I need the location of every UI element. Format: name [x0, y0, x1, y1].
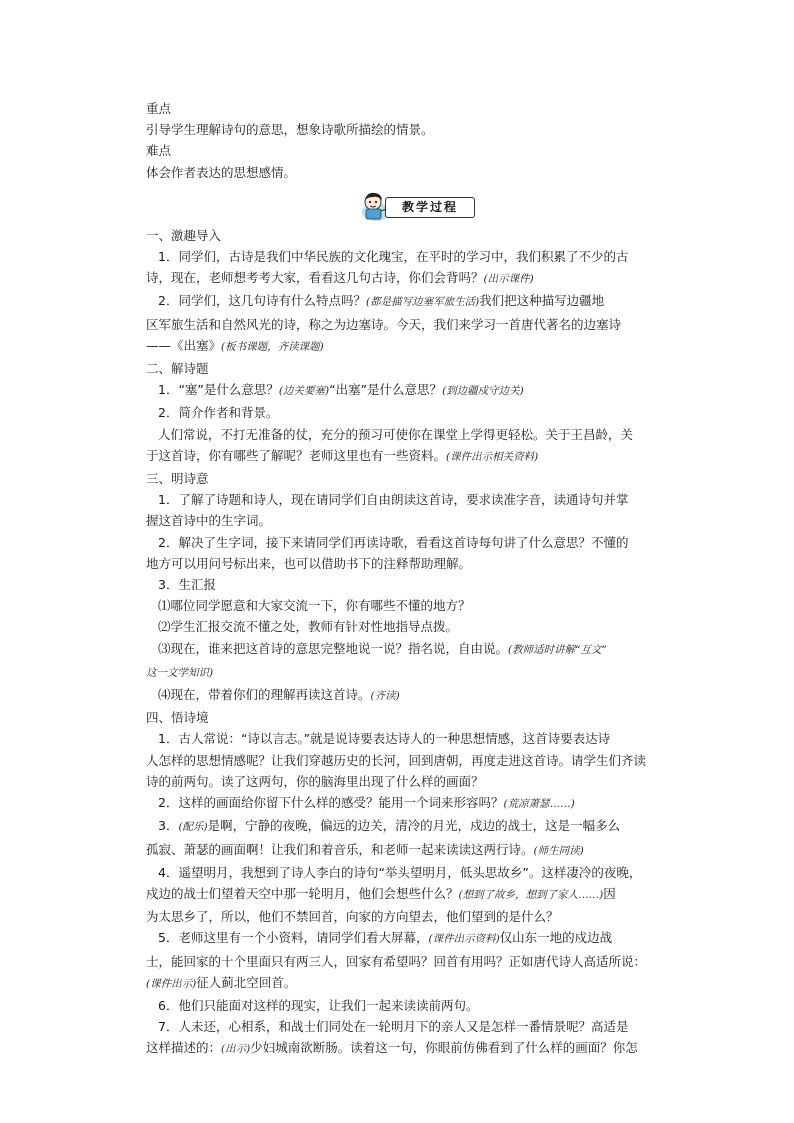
paragraph-line: 地方可以用问号标出来，也可以借助书下的注释帮助理解。 — [146, 555, 472, 571]
paragraph-line: 2．简介作者和背景。 — [158, 405, 279, 421]
paragraph-line: ——《出塞》(板书课题，齐读课题) — [146, 337, 324, 353]
annotation: (配乐) — [178, 821, 208, 834]
annotation: (到边疆戍守边关) — [442, 385, 524, 398]
banner-title: 教学过程 — [385, 197, 475, 218]
paragraph-line: (课件出示)征人蓟北空回首。 — [146, 974, 297, 990]
paragraph-line: 士，能回家的十个里面只有两三人，回家有希望吗？回首有用吗？正如唐代诗人高适所说： — [146, 953, 647, 969]
paragraph-line: 为太思乡了，所以，他们不禁回首，向家的方向望去，他们望到的是什么？ — [146, 909, 559, 925]
paragraph-line: ⑷现在，带着你们的理解再读这首诗。(齐读) — [158, 687, 400, 703]
paragraph-line: 2．解决了生字词，接下来请同学们再读诗歌，看看这首诗每句讲了什么意思？不懂的 — [158, 534, 629, 550]
annotation: (课件出示相关资料) — [446, 450, 539, 463]
paragraph-line: 握这首诗中的生字词。 — [146, 513, 272, 529]
section-label-key-point: 重点 — [146, 101, 172, 116]
paragraph-line: 1．同学们，古诗是我们中华民族的文化瑰宝，在平时的学习中，我们积累了不少的古 — [158, 249, 629, 265]
paragraph-line: 1．了解了诗题和诗人，现在请同学们自由朗读这首诗，要求读准字音，读通诗句并掌 — [158, 492, 629, 508]
key-point-text: 引导学生理解诗句的意思，想象诗歌所描绘的情景。 — [146, 122, 434, 138]
annotation: (教师适时讲解“互文” — [508, 643, 607, 656]
paragraph-line: 人们常说，不打无准备的仗，充分的预习可使你在课堂上学得更轻松。关于王昌龄，关 — [158, 426, 634, 442]
paragraph-line: ⑴哪位同学愿意和大家交流一下，你有哪些不懂的地方？ — [158, 598, 471, 614]
paragraph-line: 孤寂、萧瑟的画面啊！让我们和着音乐，和老师一起来读读这两行诗。(师生同读) — [146, 841, 584, 857]
paragraph-line: 诗，现在，老师想考考大家，看看这几句古诗，你们会背吗？(出示课件) — [146, 270, 534, 286]
annotation: (荒凉萧瑟……) — [503, 798, 575, 811]
section-heading-4: 四、悟诗境 — [146, 710, 209, 726]
paragraph-line: 3．(配乐)是啊，宁静的夜晚，偏远的边关，清冷的月光，戍边的战士，这是一幅多么 — [158, 818, 621, 834]
paragraph-line: 人怎样的思想情感呢？让我们穿越历史的长河，回到唐朝，再度走进这首诗。请学生们齐读 — [146, 752, 647, 768]
section-label-difficulty: 难点 — [146, 143, 172, 159]
paragraph-line: ⑵学生汇报交流不懂之处，教师有针对性地指导点拨。 — [158, 619, 459, 635]
paragraph-line: 于这首诗，你有哪些了解呢？老师这里也有一些资料。(课件出示相关资料) — [146, 447, 539, 463]
document-body — [146, 98, 652, 1061]
paragraph-line — [146, 661, 652, 684]
teaching-process-banner — [146, 185, 652, 223]
paragraph-line: 戍边的战士们望着天空中那一轮明月，他们会想些什么？(想到了故乡，想到了家人……)因 — [146, 885, 616, 901]
annotation: (边关要塞) — [278, 385, 330, 398]
paragraph-line: 1．“塞”是什么意思？(边关要塞)“出塞”是什么意思？(到边疆戍守边关) — [158, 382, 524, 398]
teaching-process-badge — [357, 188, 475, 218]
paragraph-line: 6．他们只能面对这样的现实，让我们一起来读读前两句。 — [158, 997, 479, 1013]
annotation: (齐读) — [370, 690, 400, 703]
annotation: (课件出示) — [146, 977, 197, 990]
annotation: (想到了故乡，想到了家人……) — [458, 888, 604, 901]
annotation: (出示课件) — [483, 273, 534, 286]
paragraph-line: 3．生汇报 — [158, 577, 216, 593]
paragraph-line: 2．这样的画面给你留下什么样的感受？能用一个词来形容吗？(荒凉萧瑟……) — [158, 795, 575, 811]
paragraph-line: ⑶现在，谁来把这首诗的意思完整地说一说？指名说，自由说。(教师适时讲解“互文” — [158, 640, 607, 656]
paragraph-line: 区军旅生活和自然风光的诗，称之为边塞诗。今天，我们来学习一首唐代著名的边塞诗 — [146, 316, 622, 332]
annotation: (师生同读) — [533, 844, 584, 857]
paragraph-line: 这样描述的：(出示)少妇城南欲断肠。读着这一句，你眼前仿佛看到了什么样的画面？你怎 — [146, 1040, 638, 1056]
paragraph-line: 4．遥望明月，我想到了诗人李白的诗句“举头望明月，低头思故乡”。这样凄冷的夜晚， — [158, 864, 642, 880]
section-heading-1: 一、激趣导入 — [146, 227, 222, 243]
paragraph-line: 5．老师这里有一个小资料，请同学们看大屏幕，(课件出示资料)仅山东一地的戍边战 — [158, 930, 613, 946]
paragraph-line: 2．同学们，这几句诗有什么特点吗？(都是描写边塞军旅生活)我们把这种描写边疆地 — [158, 293, 605, 309]
annotation: (课件出示资料) — [428, 933, 500, 946]
section-heading-3: 三、明诗意 — [146, 471, 209, 487]
paragraph-line: 7．人未还，心相系，和战士们同处在一轮明月下的亲人又是怎样一番情景呢？高适是 — [158, 1019, 629, 1035]
paragraph-line: 诗的前两句。读了这两句，你的脑海里出现了什么样的画面？ — [146, 773, 484, 789]
annotation: (板书课题，齐读课题) — [221, 340, 324, 353]
section-heading-2: 二、解诗题 — [146, 361, 209, 377]
annotation: (都是描写边塞军旅生活) — [365, 296, 480, 309]
paragraph-line: 1．古人常说：“诗以言志。”就是说诗要表达诗人的一种思想情感，这首诗要表达诗 — [158, 731, 611, 747]
annotation: 这一文学知识) — [146, 666, 214, 679]
annotation: (出示) — [221, 1043, 251, 1056]
difficulty-text: 体会作者表达的思想感情。 — [146, 164, 297, 180]
